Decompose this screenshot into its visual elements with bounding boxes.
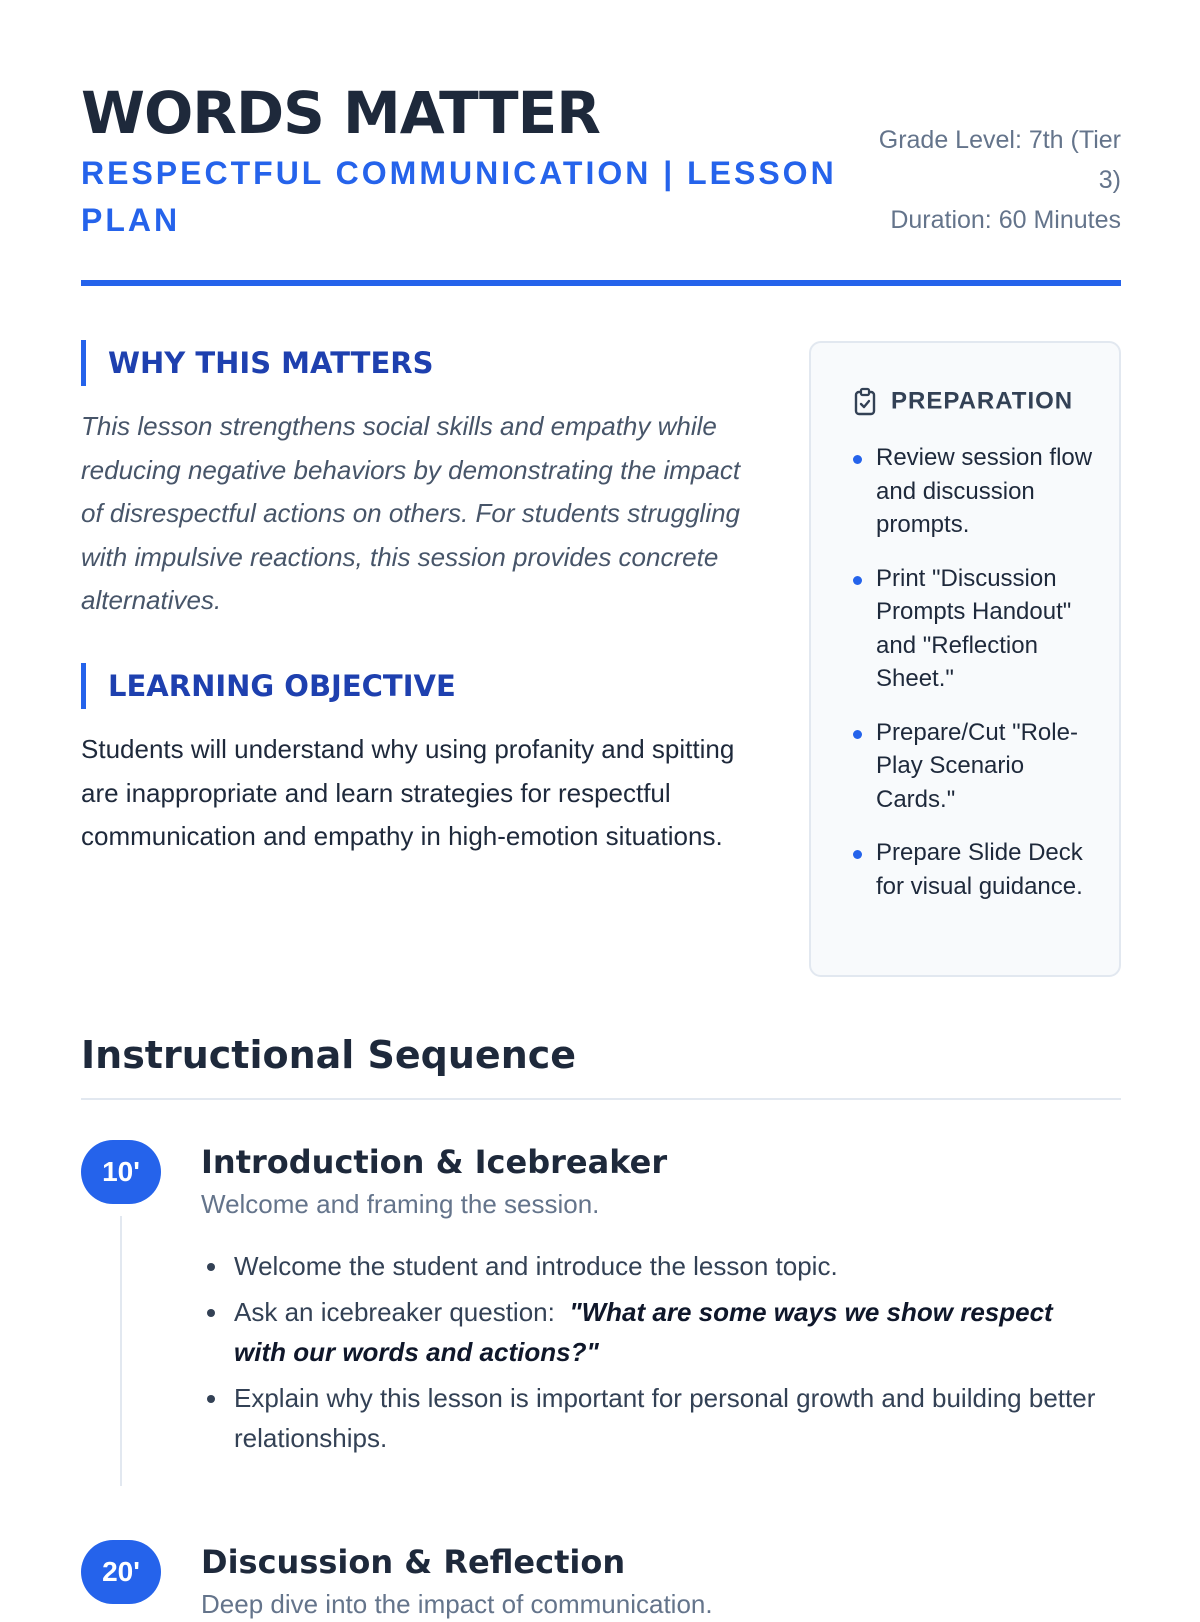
preparation-item: Prepare/Cut "Role-Play Scenario Cards." (853, 716, 1093, 817)
preparation-header (853, 383, 1073, 419)
step-subtitle: Deep dive into the impact of communication. (201, 1589, 713, 1619)
preparation-item: Print "Discussion Prompts Handout" and "Reflection Sheet." (853, 562, 1093, 696)
preparation-item: Prepare Slide Deck for visual guidance. (853, 836, 1093, 903)
header (81, 78, 1121, 288)
preparation-heading: PREPARATION (891, 387, 1074, 415)
icebreaker-quote: "What are some ways we show respect with our words and actions?" (234, 1297, 1053, 1367)
objective-heading: LEARNING OBJECTIVE (81, 663, 456, 709)
step-activity-item (201, 1292, 1101, 1372)
duration: Duration: 60 Minutes (890, 206, 1121, 234)
clipboard-check-icon (853, 387, 877, 417)
step-duration-badge: 20' (81, 1540, 161, 1604)
preparation-card (809, 341, 1121, 977)
sequence-divider (81, 1098, 1121, 1100)
step-duration-badge: 10' (81, 1140, 161, 1204)
preparation-list (853, 441, 1093, 923)
step-title: Introduction & Icebreaker (201, 1143, 668, 1181)
step-title: Discussion & Reflection (201, 1543, 626, 1581)
step-activity-text: Ask an icebreaker question: (234, 1297, 555, 1327)
step-timeline-line (120, 1216, 122, 1486)
page-subtitle: RESPECTFUL COMMUNICATION | LESSON PLAN (81, 155, 837, 238)
step-subtitle: Welcome and framing the session. (201, 1189, 600, 1219)
page-title: WORDS MATTER (81, 79, 600, 147)
step-activity-list (201, 1246, 1101, 1464)
step-activity-item: Welcome the student and introduce the lesson topic. (201, 1246, 1101, 1286)
lesson-meta (851, 120, 1121, 240)
objective-text: Students will understand why using profanity and spitting are inappropriate and learn strategies for respectful communication and empathy in high-emotion situations. (81, 734, 735, 851)
preparation-item: Review session flow and discussion prompts. (853, 441, 1093, 542)
grade-level: Grade Level: 7th (Tier 3) (878, 126, 1121, 194)
sequence-title: Instructional Sequence (81, 1033, 577, 1077)
step-activity-item: Explain why this lesson is important for personal growth and building better relationships. (201, 1378, 1101, 1458)
header-divider (81, 280, 1121, 286)
why-heading: WHY THIS MATTERS (81, 340, 434, 386)
why-text: This lesson strengthens social skills and empathy while reducing negative behaviors by demonstrating the impact of disrespectful actions on others. For students struggling with impulsive reactions, this session provides concrete alternatives. (81, 411, 741, 615)
